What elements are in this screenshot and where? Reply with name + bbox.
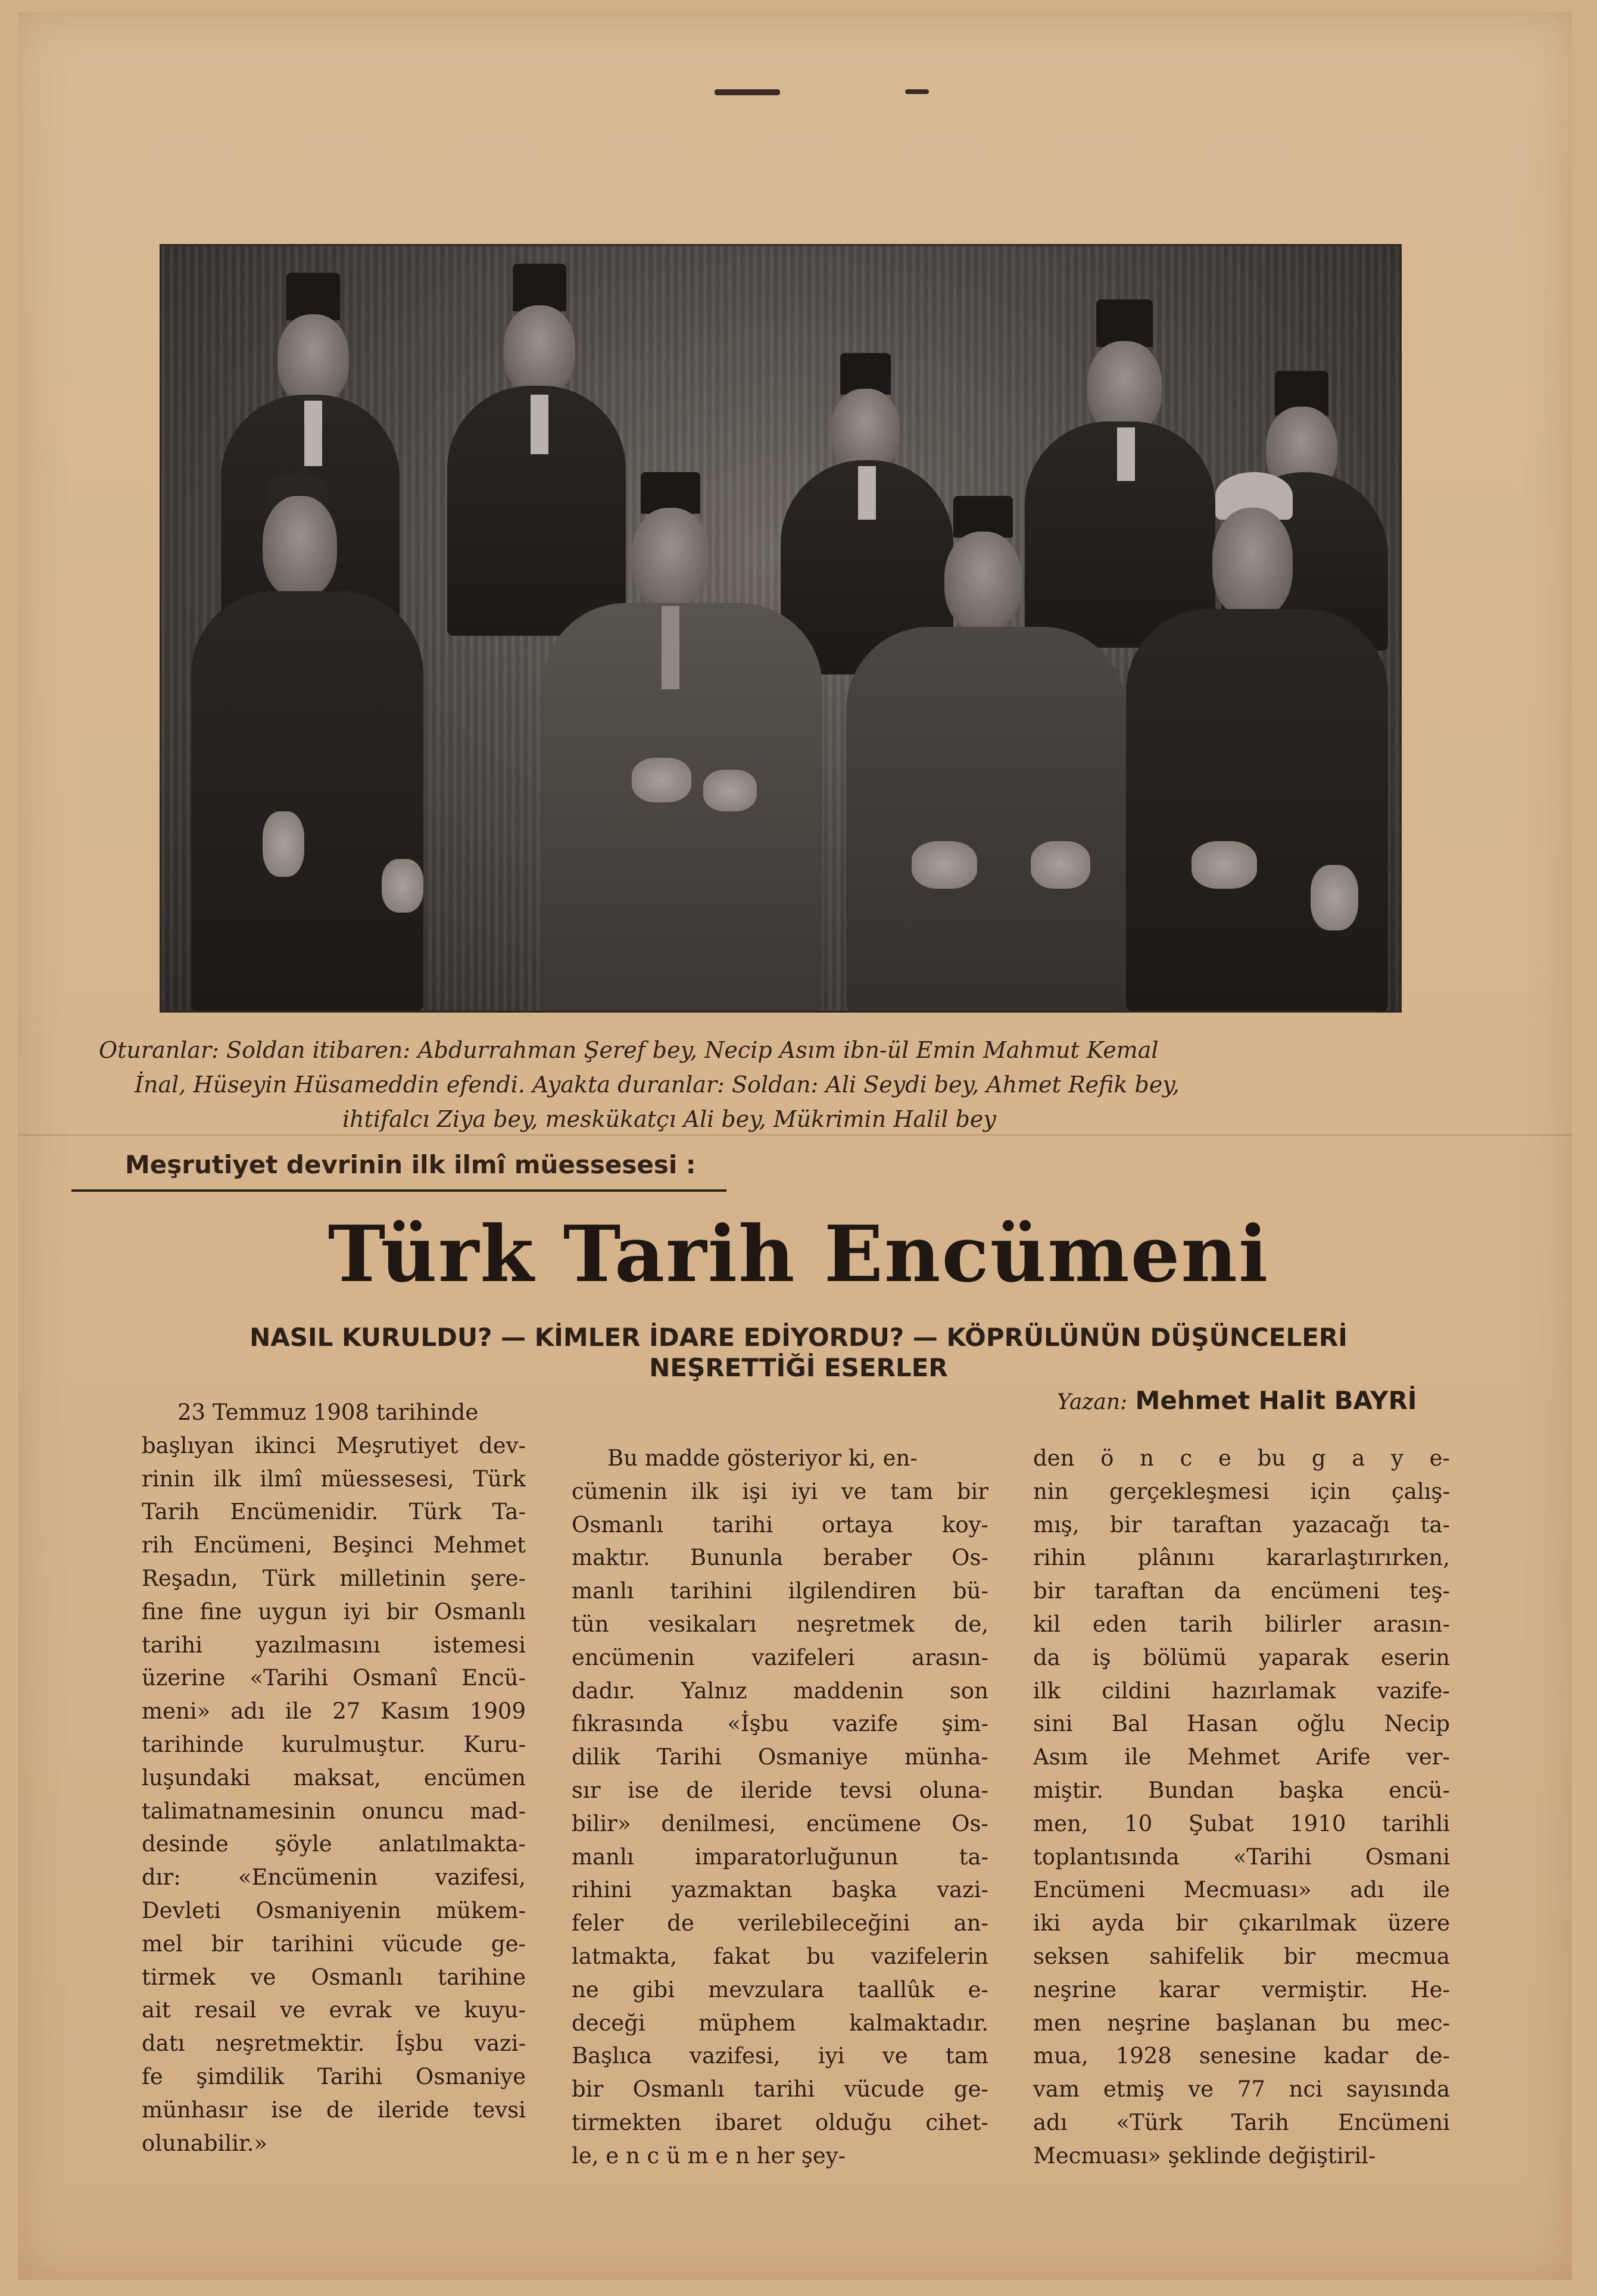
article-text-line: feler de verilebileceğini an- xyxy=(572,1910,988,1936)
article-text-line: mua, 1928 senesine kadar de- xyxy=(1033,2043,1450,2069)
article-text-line: mel bir tarihini vücude ge- xyxy=(142,1930,526,1957)
article-text-line: men neşrine başlanan bu mec- xyxy=(1033,2010,1450,2036)
article-text-line: maktır. Bununla beraber Os- xyxy=(572,1545,988,1571)
article-text-line: le, e n c ü m e n her şey- xyxy=(572,2142,846,2169)
article-text-line: münhasır ise de ileride tevsi xyxy=(142,2097,526,2123)
article-column-1 xyxy=(142,1396,526,2160)
article-text-line: da iş bölümü yaparak eserin xyxy=(1033,1644,1450,1670)
article-text-line: manlı tarihini ilgilendiren bü- xyxy=(572,1578,988,1604)
article-text-line: Devleti Osmaniyenin mükem- xyxy=(142,1897,526,1923)
article-text-line: fıkrasında «İşbu vazife şim- xyxy=(572,1711,988,1737)
article-text-line: luşundaki maksat, encümen xyxy=(142,1764,526,1791)
article-text-line: 23 Temmuz 1908 tarihinde xyxy=(177,1400,479,1425)
article-text-line: nin gerçekleşmesi için çalış- xyxy=(1033,1478,1450,1504)
article-text-line: dadır. Yalnız maddenin son xyxy=(572,1678,988,1704)
article-text-line: sini Bal Hasan oğlu Necip xyxy=(1033,1711,1450,1737)
author-name: Mehmet Halit BAYRİ xyxy=(1135,1386,1417,1415)
byline-prefix: Yazan: xyxy=(1057,1390,1128,1414)
article-text-line: Osmanlı tarihi ortaya koy- xyxy=(572,1511,988,1538)
article-text-line: fe şimdilik Tarihi Osmaniye xyxy=(142,2063,526,2089)
article-text-line: sır ise de ileride tevsi oluna- xyxy=(572,1777,988,1803)
article-text-line: adı «Türk Tarih Encümeni xyxy=(1033,2109,1450,2135)
article-text-line: mış, bir taraftan yazacağı ta- xyxy=(1033,1511,1450,1538)
article-text-line: fine fine uygun iyi bir Osmanlı xyxy=(142,1598,526,1625)
article-text-line: rih Encümeni, Beşinci Mehmet xyxy=(142,1532,526,1558)
article-text-line: Bu madde gösteriyor ki, en- xyxy=(607,1445,918,1471)
article-title: Türk Tarih Encümeni xyxy=(327,1208,1270,1299)
article-text-line: cümenin ilk işi iyi ve tam bir xyxy=(572,1478,988,1504)
ink-mark xyxy=(715,89,780,95)
article-text-line: talimatnamesinin onuncu mad- xyxy=(142,1798,526,1824)
article-text-line: üzerine «Tarihi Osmanî Encü- xyxy=(142,1665,526,1691)
caption-line: ihtifalcı Ziya bey, meskükatçı Ali bey, Mükrimin Halil bey xyxy=(342,1106,996,1132)
article-text-line: tarihinde kurulmuştur. Kuru- xyxy=(142,1731,526,1757)
article-text-line: toplantısında «Tarihi Osmani xyxy=(1033,1844,1450,1870)
article-text-line: Mecmuası» şeklinde değiştiril- xyxy=(1033,2142,1376,2169)
article-text-line: dilik Tarihi Osmaniye münha- xyxy=(572,1744,988,1770)
article-text-line: neşrine karar vermiştir. He- xyxy=(1033,1976,1450,2003)
article-text-line: tün vesikaları neşretmek de, xyxy=(572,1611,988,1637)
article-text-line: encümenin vazifeleri arasın- xyxy=(572,1644,988,1670)
section-rule xyxy=(71,1189,726,1192)
article-text-line: tarihi yazılmasını istemesi xyxy=(142,1632,526,1658)
article-text-line: bir Osmanlı tarihi vücude ge- xyxy=(572,2076,988,2103)
article-text-line: rihin plânını kararlaştırırken, xyxy=(1033,1545,1450,1571)
article-text-line: ne gibi mevzulara taallûk e- xyxy=(572,1976,988,2003)
article-column-3 xyxy=(1033,1442,1450,2173)
caption-line: İnal, Hüseyin Hüsameddin efendi. Ayakta duranlar: Soldan: Ali Seydi bey, Ahmet Refik bey, xyxy=(135,1072,1180,1098)
article-text-line: tirmek ve Osmanlı tarihine xyxy=(142,1964,526,1990)
section-label: Meşrutiyet devrinin ilk ilmî müessesesi : xyxy=(125,1150,696,1179)
article-text-line: vam etmiş ve 77 nci sayısında xyxy=(1033,2076,1450,2103)
article-text-line: olunabilir.» xyxy=(142,2130,268,2156)
article-text-line: meni» adı ile 27 Kasım 1909 xyxy=(142,1698,526,1725)
article-text-line: Tarih Encümenidir. Türk Ta- xyxy=(142,1499,526,1525)
article-text-line: Başlıca vazifesi, iyi ve tam xyxy=(572,2043,988,2069)
article-text-line: Asım ile Mehmet Arife ver- xyxy=(1033,1744,1450,1770)
article-text-line: bir taraftan da encümeni teş- xyxy=(1033,1578,1450,1604)
byline xyxy=(1057,1386,1417,1415)
article-text-line: ilk cildini hazırlamak vazife- xyxy=(1033,1678,1450,1704)
article-text-line: başlıyan ikinci Meşrutiyet dev- xyxy=(142,1432,526,1458)
article-text-line: deceği müphem kalmaktadır. xyxy=(572,2010,988,2036)
ink-mark xyxy=(905,89,929,94)
article-text-line: kil eden tarih bilirler arasın- xyxy=(1033,1611,1450,1637)
article-text-line: Reşadın, Türk milletinin şere- xyxy=(142,1565,526,1591)
article-text-line: men, 10 Şubat 1910 tarihli xyxy=(1033,1810,1450,1836)
article-text-line: manlı imparatorluğunun ta- xyxy=(572,1844,988,1870)
subheading-line1: NASIL KURULDU? — KİMLER İDARE EDİYORDU? — KÖPRÜLÜNÜN DÜŞÜNCELERİ xyxy=(249,1323,1348,1352)
article-text-line: den ö n c e bu g a y e- xyxy=(1033,1445,1450,1471)
article-text-line: datı neşretmektir. İşbu vazi- xyxy=(142,2031,526,2057)
article-text-line: Encümeni Mecmuası» adı ile xyxy=(1033,1877,1450,1903)
article-text-line: iki ayda bir çıkarılmak üzere xyxy=(1033,1910,1450,1936)
article-text-line: seksen sahifelik bir mecmua xyxy=(1033,1943,1450,1969)
article-text-line: ait resail ve evrak ve kuyu- xyxy=(142,1997,526,2023)
article-text-line: tirmekten ibaret olduğu cihet- xyxy=(572,2109,988,2135)
article-text-line: bilir» denilmesi, encümene Os- xyxy=(572,1810,988,1836)
article-text-line: rihini yazmaktan başka vazi- xyxy=(572,1877,988,1903)
article-text-line: desinde şöyle anlatılmakta- xyxy=(142,1831,526,1857)
group-portrait-photo xyxy=(160,244,1402,1013)
article-text-line: rinin ilk ilmî müessesesi, Türk xyxy=(142,1466,526,1492)
article-text-line: dır: «Encümenin vazifesi, xyxy=(142,1864,526,1891)
article-text-line: miştir. Bundan başka encü- xyxy=(1033,1777,1450,1803)
caption-line: Oturanlar: Soldan itibaren: Abdurrahman Şeref bey, Necip Asım ibn-ül Emin Mahmut Kemal xyxy=(99,1037,1159,1063)
subheading-line2: NEŞRETTİĞİ ESERLER xyxy=(649,1353,948,1382)
article-column-2 xyxy=(572,1442,988,2173)
article-text-line: latmakta, fakat bu vazifelerin xyxy=(572,1943,988,1969)
